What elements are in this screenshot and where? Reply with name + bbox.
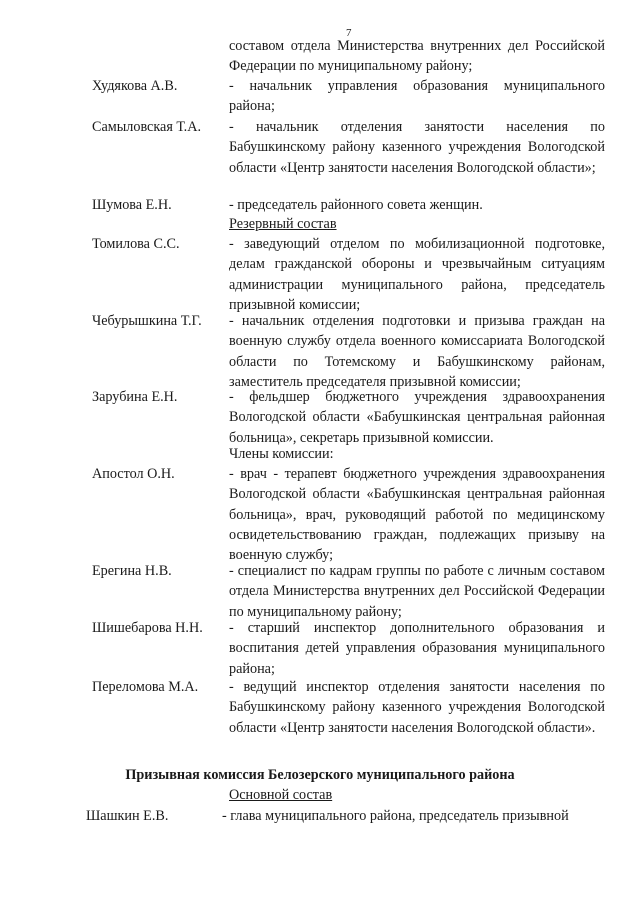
member-role: - специалист по кадрам группы по работе с личным составом отдела Министерства внутренних дел Российской Федерации по муниципальному району; xyxy=(229,563,605,620)
member-name: Шишебарова Н.Н. xyxy=(92,620,203,636)
member-role: - заведующий отделом по мобилизационной подготовке, делам гражданской обороны и чрезвычайным ситуациям администрации муниципального района, председатель призывной комиссии; xyxy=(229,236,605,313)
member-role: - председатель районного совета женщин. xyxy=(229,197,483,213)
member-name: Самыловская Т.А. xyxy=(92,119,201,135)
commission-members-heading: Члены комиссии: xyxy=(229,446,334,462)
member-role: - начальник отделения подготовки и призыва граждан на военную службу отдела военного комиссариата Вологодской области по Тотемскому и Бабушкинскому районам, заместитель председателя призывной комиссии; xyxy=(229,313,605,390)
member-name: Худякова А.В. xyxy=(92,78,178,94)
member-name: Томилова С.С. xyxy=(92,236,180,252)
member-role: - фельдшер бюджетного учреждения здравоохранения Вологодской области «Бабушкинская центральная районная больница», секретарь призывной комиссии. xyxy=(229,389,605,446)
member-name: Апостол О.Н. xyxy=(92,466,175,482)
member-role: - старший инспектор дополнительного образования и воспитания детей управления образования муниципального района; xyxy=(229,620,605,677)
member-name: Ерегина Н.В. xyxy=(92,563,172,579)
continued-text: составом отдела Министерства внутренних дел Российской Федерации по муниципальному району; xyxy=(229,38,605,75)
section-title: Призывная комиссия Белозерского муниципального района xyxy=(125,767,515,783)
member-name: Шумова Е.Н. xyxy=(92,197,172,213)
member-role: - ведущий инспектор отделения занятости населения по Бабушкинскому району казенного учреждения Вологодской области «Центр занятости населения Вологодской области». xyxy=(229,679,605,736)
main-heading: Основной состав xyxy=(229,787,333,803)
member-name: Чебурышкина Т.Г. xyxy=(92,313,202,329)
member-role: - глава муниципального района, председатель призывной xyxy=(222,808,569,824)
member-name: Зарубина Е.Н. xyxy=(92,389,178,405)
page-number: 7 xyxy=(346,27,352,39)
member-role: - начальник управления образования муниципального района; xyxy=(229,78,605,115)
member-name: Переломова М.А. xyxy=(92,679,199,695)
member-role: - врач - терапевт бюджетного учреждения здравоохранения Вологодской области «Бабушкинская центральная районная больница», врач, руководящий работой по медицинскому освидетельствованию граждан, подлежащих призыву на военную службу; xyxy=(229,466,605,564)
reserve-heading: Резервный состав xyxy=(229,216,337,232)
member-role: - начальник отделения занятости населения по Бабушкинскому району казенного учреждения Вологодской области «Центр занятости населения Вологодской области»; xyxy=(229,119,605,176)
member-name: Шашкин Е.В. xyxy=(86,808,169,824)
